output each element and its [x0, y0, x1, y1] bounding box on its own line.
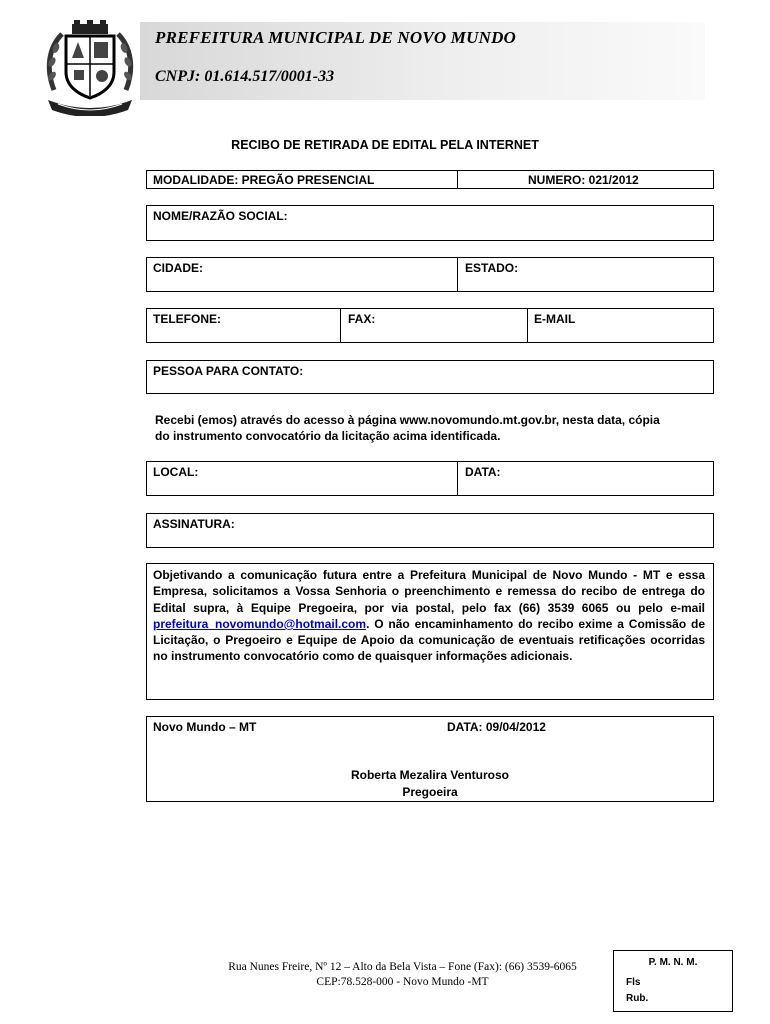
- signature-place: Novo Mundo – MT: [153, 720, 257, 734]
- assinatura-field[interactable]: [146, 513, 714, 548]
- estado-label: ESTADO:: [465, 261, 519, 275]
- pmnm-stamp: [613, 950, 733, 1012]
- local-data-row: [146, 461, 714, 496]
- footer-address: [150, 960, 655, 990]
- contact-row: [146, 308, 714, 343]
- telefone-label: TELEFONE:: [153, 312, 221, 326]
- cidade-label: CIDADE:: [153, 261, 203, 275]
- contato-field[interactable]: [146, 360, 714, 394]
- data-label: DATA:: [465, 465, 501, 479]
- email-label: E-MAIL: [534, 312, 576, 326]
- nome-label: NOME/RAZÃO SOCIAL:: [153, 209, 288, 223]
- numero-label: NUMERO: 021/2012: [528, 173, 639, 187]
- stamp-rub: Rub.: [626, 993, 649, 1004]
- document-title: RECIBO DE RETIRADA DE EDITAL PELA INTERNET: [231, 138, 539, 152]
- modalidade-row: [146, 170, 714, 189]
- signer-role: Pregoeira: [402, 785, 458, 799]
- local-label: LOCAL:: [153, 465, 199, 479]
- notice-box: [146, 563, 714, 700]
- footer-line-2: CEP:78.528-000 - Novo Mundo -MT: [316, 976, 489, 988]
- signature-box: [146, 716, 714, 802]
- nome-field[interactable]: [146, 205, 714, 241]
- fax-label: FAX:: [348, 312, 376, 326]
- receipt-text: [155, 412, 715, 444]
- footer-line-1: Rua Nunes Freire, Nº 12 – Alto da Bela Vista – Fone (Fax): (66) 3539-6065: [228, 961, 577, 973]
- contato-label: PESSOA PARA CONTATO:: [153, 364, 304, 378]
- notice-part-1: Objetivando a comunicação futura entre a Prefeitura Municipal de Novo Mundo - MT e essa Empresa, solicitamos a Vossa Senhoria o preenchimento e remessa do recibo de entrega do Edital supra, à Equipe Pregoeira, por via postal, pelo fax (66) 3539 6065 ou pelo e-mail: [153, 568, 705, 615]
- notice-text: [153, 567, 705, 665]
- receipt-line-1: Recebi (emos) através do acesso à página www.novomundo.mt.gov.br, nesta data, cópia: [155, 413, 660, 427]
- signature-date: DATA: 09/04/2012: [447, 720, 546, 734]
- cidade-estado-row: [146, 257, 714, 292]
- modalidade-label: MODALIDADE: PREGÃO PRESENCIAL: [153, 173, 375, 187]
- receipt-line-2: do instrumento convocatório da licitação acima identificada.: [155, 429, 501, 443]
- notice-part-2: . O não encaminhamento do recibo exime a Comissão de Licitação, o Pregoeiro e Equipe de Apoio da comunicação de eventuais retificações ocorridas no instrumento convocatório como de quaisquer informações adicionais.: [153, 616, 705, 664]
- assinatura-label: ASSINATURA:: [153, 517, 235, 531]
- stamp-title: P. M. N. M.: [648, 957, 698, 968]
- signer-name: Roberta Mezalira Venturoso: [350, 768, 510, 782]
- header-title: PREFEITURA MUNICIPAL DE NOVO MUNDO: [155, 28, 517, 47]
- municipal-coat-of-arms: [44, 20, 136, 116]
- notice-email-link[interactable]: prefeitura_novomundo@hotmail.com: [153, 616, 367, 631]
- stamp-fls: Fls: [626, 977, 641, 988]
- header-cnpj: CNPJ: 01.614.517/0001-33: [155, 68, 335, 85]
